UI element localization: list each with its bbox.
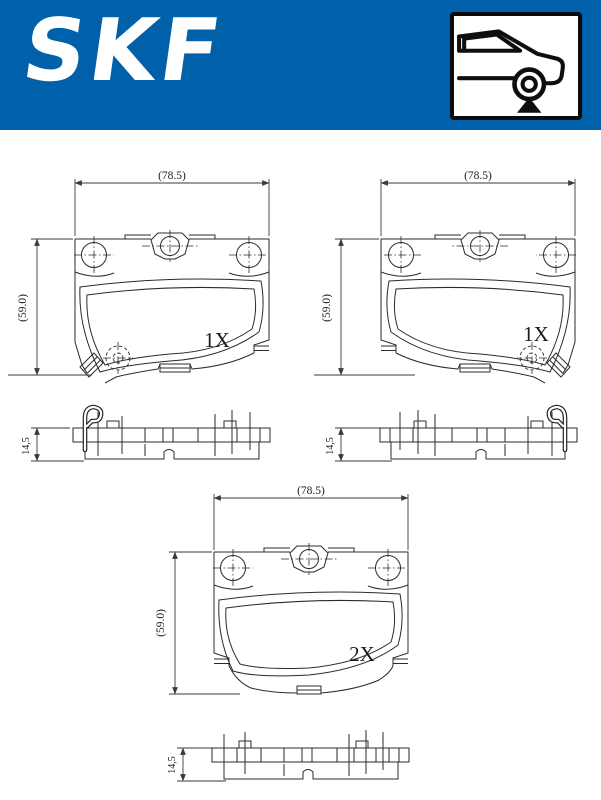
pad-side-view: [73, 407, 270, 459]
car-bumper: [545, 59, 562, 83]
thickness-dimension: [167, 748, 226, 781]
qty-label: 1X: [523, 322, 549, 346]
position-triangle: [517, 98, 541, 113]
pad-side-view: [380, 407, 577, 459]
qty-label: 1X: [204, 328, 230, 352]
dim-width-label: (78.5): [158, 170, 186, 182]
pad-side-view: [212, 730, 409, 779]
width-dimension: [381, 170, 575, 236]
figure-pad-right: [314, 170, 577, 461]
technical-drawing: [0, 130, 601, 800]
qty-label: 2X: [349, 642, 375, 666]
dim-height-label: (59.0): [17, 294, 29, 322]
thickness-dimension: [325, 428, 392, 461]
pad-front-view: [381, 230, 576, 383]
dim-width-label: (78.5): [297, 485, 325, 497]
dim-height-label: (59.0): [155, 609, 167, 637]
figure-pad-left: [8, 170, 270, 461]
brand-banner: [0, 0, 601, 130]
dim-thickness-label: 14,5: [167, 756, 178, 774]
rear-axle-car-icon: [454, 16, 578, 116]
dim-width-label: (78.5): [464, 170, 492, 182]
pad-front-view: [74, 230, 269, 383]
dim-height-label: (59.0): [321, 294, 333, 322]
height-dimension: [155, 552, 240, 694]
width-dimension: [214, 485, 408, 550]
pad-front-view: [213, 543, 408, 694]
dim-thickness-label: 14,5: [325, 437, 336, 455]
figure-pad-plain: [155, 485, 409, 781]
thickness-dimension: [21, 428, 84, 461]
rear-wheel-inner: [523, 78, 536, 91]
dim-thickness-label: 14,5: [21, 437, 32, 455]
height-dimension: [8, 239, 92, 375]
width-dimension: [75, 170, 269, 236]
axle-position-box: [450, 12, 582, 120]
skf-logo: SKF: [16, 1, 231, 101]
rear-wheel-outer: [514, 70, 543, 99]
